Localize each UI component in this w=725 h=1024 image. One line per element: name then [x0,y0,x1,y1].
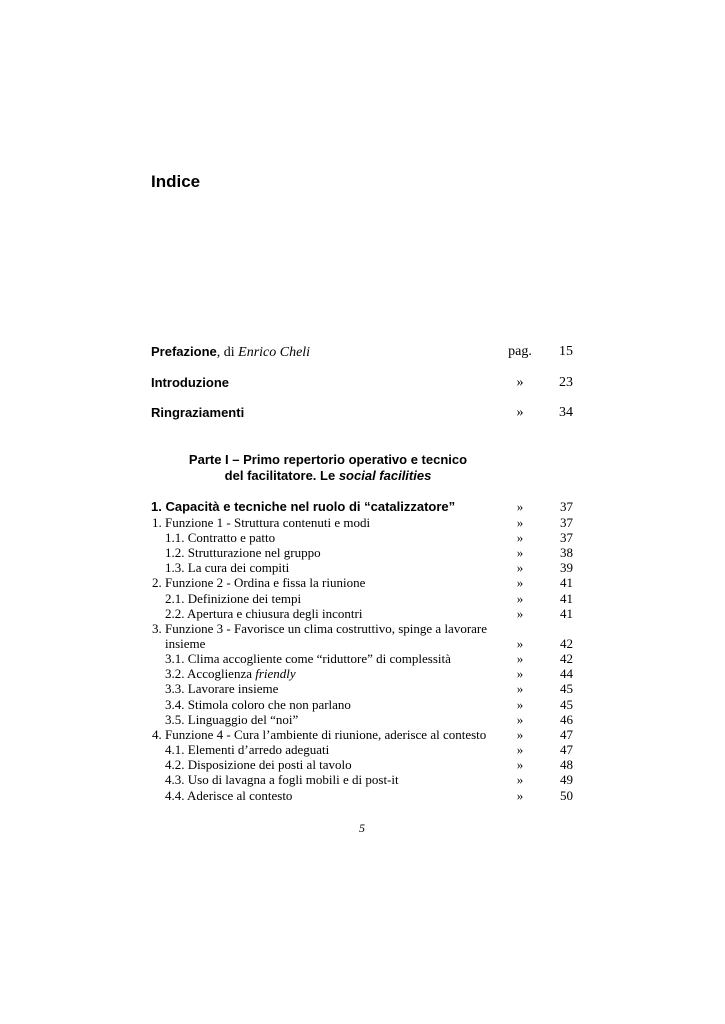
page-title: Indice [151,172,201,191]
toc-entry: 4.2. Disposizione dei posti al tavolo » 48 [165,757,573,772]
toc-entry: 1.1. Contratto e patto » 37 [165,530,573,545]
chapter-title: 1. Capacità e tecniche nel ruolo di “catalizzatore” [151,499,456,514]
toc-entry: 1.3. La cura dei compiti » 39 [165,560,573,575]
toc-entry: 2.1. Definizione dei tempi » 41 [165,591,573,606]
entry-page: 37 [560,499,573,514]
part-heading-line-2: del facilitatore. Le social facilities [224,468,432,483]
toc-entry: 4. Funzione 4 - Cura l’ambiente di riunione, aderisce al contesto » 47 [152,727,573,742]
toc-entry: 3.5. Linguaggio del “noi” » 46 [165,712,573,727]
toc-entry: 4.4. Aderisce al contesto » 50 [165,788,573,803]
toc-entry: 3.4. Stimola coloro che non parlano » 45 [165,697,573,712]
toc-entry: 1.2. Strutturazione nel gruppo » 38 [165,545,573,560]
page-number: 5 [359,821,365,835]
toc-entry: 3.3. Lavorare insieme » 45 [165,681,573,696]
toc-entry: 3. Funzione 3 - Favorisce un clima costruttivo, spinge a lavorare [152,621,488,636]
toc-entry: 4.3. Uso di lavagna a fogli mobili e di post-it » 49 [165,772,573,787]
toc-entry: 2. Funzione 2 - Ordina e fissa la riunione » 41 [152,575,573,590]
entry-ref: » [516,405,524,420]
toc-entry: 1. Funzione 1 - Struttura contenuti e modi » 37 [152,515,573,530]
toc-chapter-1 [151,499,573,515]
entry-ref: » [516,375,524,390]
entry-page: 15 [559,344,573,359]
toc-entry: 4.1. Elementi d’arredo adeguati » 47 [165,742,573,757]
entry-ref: » [516,499,524,514]
entry-author: Enrico Cheli [238,345,311,360]
entry-ref: pag. [508,344,532,359]
entry-title: Ringraziamenti [151,405,245,420]
entry-page: 23 [559,375,573,390]
entry-title: Introduzione [151,375,229,390]
entry-separator: , di [216,345,239,360]
toc-entry: 3.2. Accoglienza friendly » 44 [165,666,573,681]
part-heading [151,452,505,484]
toc-entry: 3.1. Clima accogliente come “riduttore” di complessità » 42 [165,651,573,666]
entry-title: Prefazione [151,344,217,359]
part-heading-line-1: Parte I – Primo repertorio operativo e tecnico [188,452,468,467]
toc-entry-prefazione [151,344,573,360]
toc-entry-ringraziamenti [151,405,573,421]
toc-entry-introduzione [151,375,573,391]
toc-entry: insieme » 42 [165,636,573,651]
toc-entry: 2.2. Apertura e chiusura degli incontri » 41 [165,606,573,621]
entry-page: 34 [559,405,573,420]
